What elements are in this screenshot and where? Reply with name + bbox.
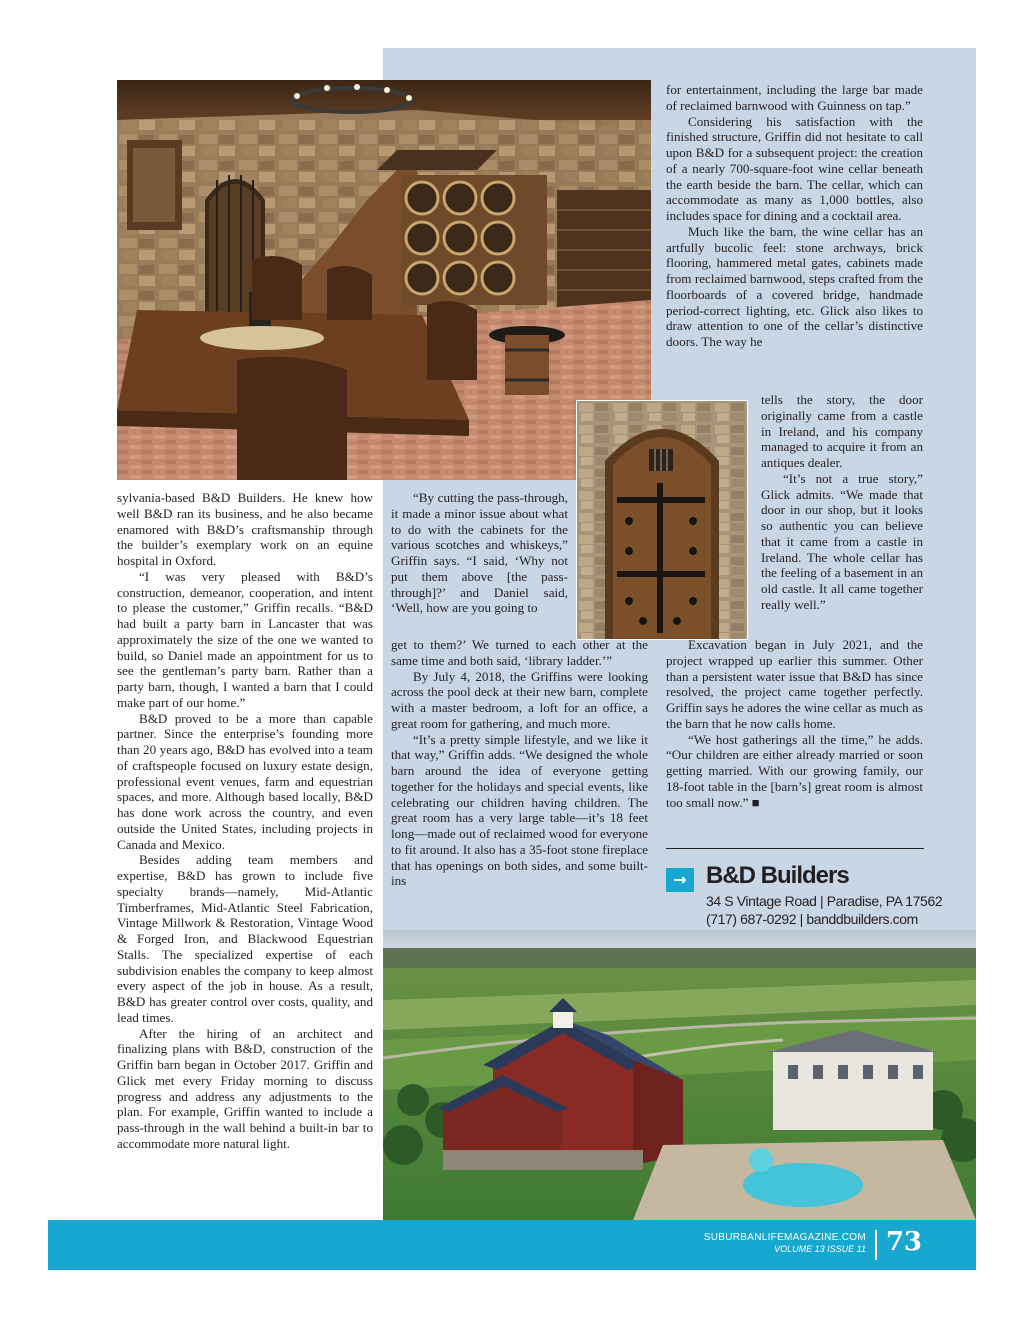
divider (666, 848, 924, 849)
article-column-1 (117, 490, 373, 1152)
castle-door-photo (576, 400, 748, 640)
article-column-2-top (391, 490, 568, 616)
paragraph: “It’s not a true story,” Glick admits. “We made that door in our shop, but it looks so authentic you can believe that it came from a castle in Ireland. The whole cellar has the feeling of a basement in an old castle. It all came together really well.” (761, 470, 923, 612)
paragraph: “By cutting the pass-through, it made a minor issue about what to do with the cabinets for the various scotches and whiskeys,” Griffin says. “I said, ‘Why not put them above [the pass-through]?’ and Daniel said, ‘Well, how are you going to (391, 490, 568, 616)
footer-issue: VOLUME 13 ISSUE 11 (774, 1244, 866, 1254)
article-column-3-top (666, 82, 923, 350)
paragraph: for entertainment, including the large bar made of reclaimed barnwood with Guinness on tap.” (666, 82, 923, 113)
business-name: B&D Builders (706, 862, 849, 889)
wine-cellar-photo (117, 80, 651, 480)
article-column-3-middle (761, 392, 923, 613)
article-column-2-bottom (391, 637, 648, 889)
paragraph: Excavation began in July 2021, and the project wrapped up earlier this summer. Other than a persistent water issue that B&D has since resolved, the project came together perfectly. Griffin says he adores the wine cellar as much as the barn that he now calls home. (666, 637, 923, 731)
article-column-3-bottom (666, 637, 923, 810)
paragraph: By July 4, 2018, the Griffins were looking across the pool deck at their new barn, complete with a master bedroom, a loft for an office, a great room for gathering, and much more. (391, 668, 648, 731)
paragraph: “It’s a pretty simple lifestyle, and we like it that way,” Griffin adds. “We designed the whole barn around the idea of everyone getting together for the holidays and special events, like celebrating our children having children. The great room has a very large table—it’s 18 feet long—made out of reclaimed wood for everyone to fit around. It also has a 35-foot stone fireplace that has openings on both sides, and some built-ins (391, 731, 648, 889)
paragraph: Much like the barn, the wine cellar has an artfully bucolic feel: stone archways, brick flooring, hammered metal gates, cabinets made from reclaimed barnwood, steps crafted from the floorboards of a covered bridge, handmade period-correct lighting, etc. Glick also likes to draw attention to one of the cellar’s distinctive doors. The way he (666, 223, 923, 349)
page-number: 73 (885, 1227, 922, 1257)
paragraph: B&D proved to be a more than capable partner. Since the enterprise’s founding more than 20 years ago, B&D has evolved into a team of craftspeople focused on luxury estate design, professional event venues, farm and equestrian spaces, and more. Although based locally, B&D has done work across the country, and even outside the United States, including projects in Canada and Mexico. (117, 710, 373, 852)
paragraph: sylvania-based B&D Builders. He knew how well B&D ran its business, and he also became enamored with B&D’s craftsmanship through the builder’s exemplary work on an equine hospital in Oxford. (117, 490, 373, 568)
business-contact[interactable]: (717) 687-0292 | banddbuilders.com (706, 911, 918, 927)
paragraph: “We host gatherings all the time,” he adds. “Our children are either already married or soon getting married. With our growing family, our 18-foot table in the [barn’s] great room is almost too small now.” ■ (666, 731, 923, 810)
paragraph: After the hiring of an architect and finalizing plans with B&D, construction of the Griffin barn began in October 2017. Griffin and Glick met every Friday morning to discuss progress and address any adjustments to the plan. For example, Griffin wanted to include a pass-through in the wall behind a built-in bar to accommodate more natural light. (117, 1025, 373, 1151)
page-footer (48, 1220, 976, 1270)
paragraph: “I was very pleased with B&D’s construction, demeanor, cooperation, and intent to please the customer,” Griffin recalls. “B&D had built a party barn in Lancaster that was approximately the size of the one we wanted to build, so Daniel made an appointment for us to see the gentleman’s party barn. Rather than a party barn, though, I wanted a barn that I could make part of our home.” (117, 568, 373, 710)
business-address: 34 S Vintage Road | Paradise, PA 17562 (706, 893, 943, 909)
aerial-barn-photo (383, 930, 976, 1220)
footer-divider (875, 1230, 877, 1260)
footer-site[interactable]: SUBURBANLIFEMAGAZINE.COM (703, 1232, 866, 1243)
paragraph: Considering his satisfaction with the finished structure, Griffin did not hesitate to call upon B&D for a subsequent project: the creation of a nearly 700-square-foot wine cellar beneath the earth beside the barn. The cellar, which can accommodate as many as 1,000 bottles, also includes space for dining and a cocktail area. (666, 113, 923, 223)
paragraph: Besides adding team members and expertise, B&D has grown to include five specialty brands—namely, Mid-Atlantic Timberframes, Mid-Atlantic Steel Fabrication, Vintage Millwork & Restoration, Vintage Wood & Forged Iron, and Blackwood Equestrian Stalls. The specialized expertise of each subdivision enables the company to keep almost every aspect of the job in house. As a result, B&D has greater control over costs, quality, and lead times. (117, 852, 373, 1025)
paragraph: get to them?’ We turned to each other at the same time and both said, ‘library ladder.’” (391, 637, 648, 668)
arrow-right-icon: → (666, 868, 694, 892)
paragraph: tells the story, the door originally came from a castle in Ireland, and his company managed to acquire it from an antiques dealer. (761, 392, 923, 470)
